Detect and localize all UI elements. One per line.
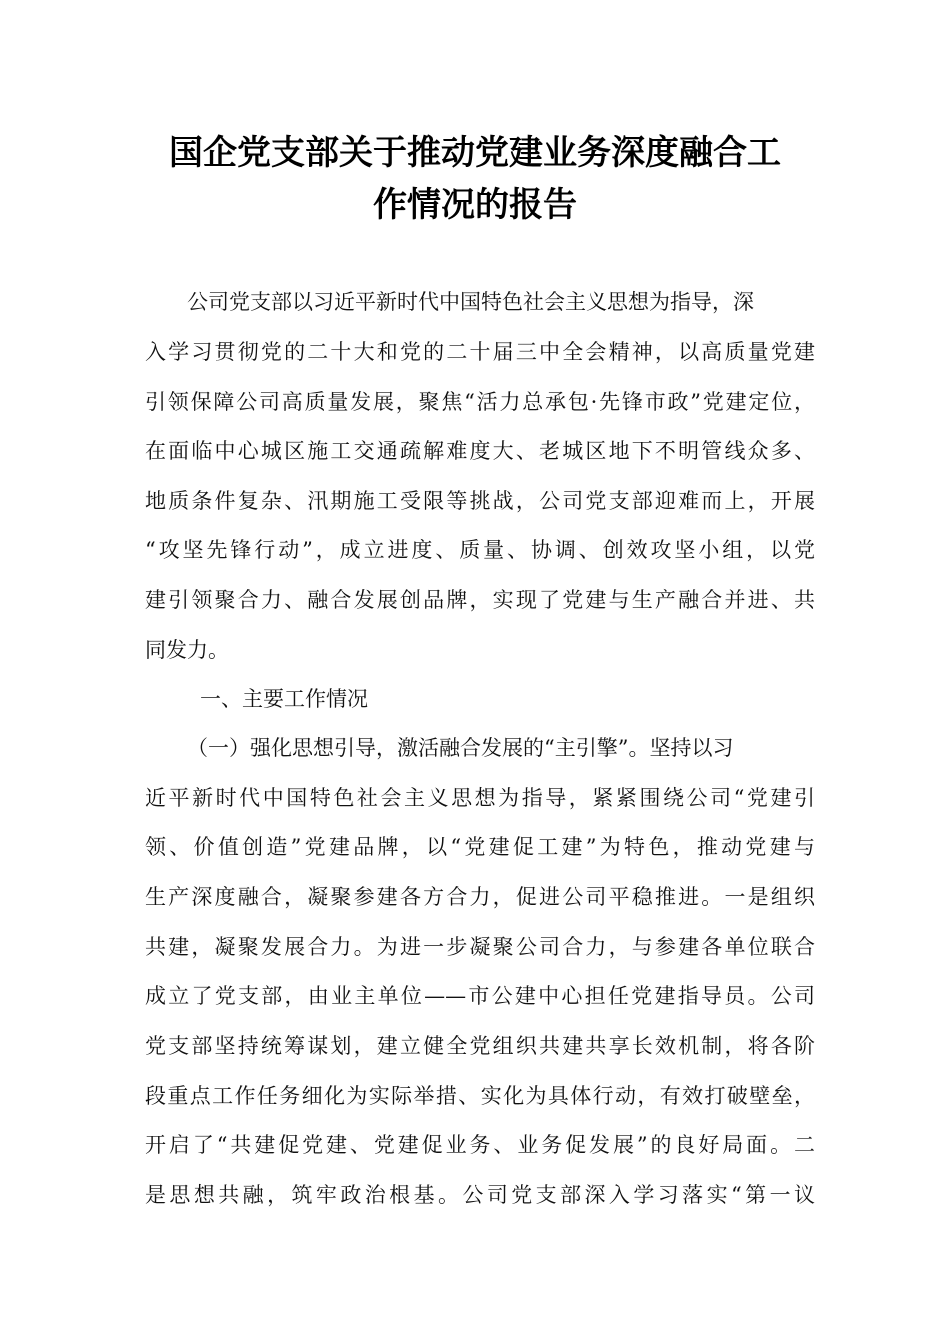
paragraph-2-line: 是思想共融，筑牢政治根基。公司党支部深入学习落实“第一议 (145, 1183, 815, 1207)
paragraph-2-line: 成立了党支部，由业主单位——市公建中心担任党建指导员。公司 (145, 984, 815, 1008)
paragraph-1-line: “攻坚先锋行动”，成立进度、质量、协调、创效攻坚小组，以党 (145, 538, 815, 562)
paragraph-2-line: 党支部坚持统筹谋划，建立健全党组织共建共享长效机制，将各阶 (145, 1034, 815, 1058)
paragraph-2-line: 开启了“共建促党建、党建促业务、业务促发展”的良好局面。二 (145, 1133, 815, 1157)
paragraph-1-line: 引领保障公司高质量发展，聚焦“活力总承包·先锋市政”党建定位， (145, 390, 815, 414)
paragraph-2-line: 生产深度融合，凝聚参建各方合力，促进公司平稳推进。一是组织 (145, 885, 815, 909)
paragraph-1-line: 在面临中心城区施工交通疏解难度大、老城区地下不明管线众多、 (145, 439, 815, 463)
paragraph-2-line: 领、价值创造”党建品牌，以“党建促工建”为特色，推动党建与 (145, 835, 815, 859)
paragraph-2-line: 共建，凝聚发展合力。为进一步凝聚公司合力，与参建各单位联合 (145, 935, 815, 959)
document-title-line-2: 作情况的报告 (373, 185, 577, 225)
section-heading: 一、主要工作情况 (200, 687, 368, 711)
paragraph-2-line: 段重点工作任务细化为实际举措、实化为具体行动，有效打破壁垒， (145, 1084, 815, 1108)
paragraph-1-line: 建引领聚合力、融合发展创品牌，实现了党建与生产融合并进、共 (145, 588, 815, 612)
paragraph-1-line: 公司党支部以习近平新时代中国特色社会主义思想为指导，深 (187, 290, 754, 314)
paragraph-1-line: 入学习贯彻党的二十大和党的二十届三中全会精神，以高质量党建 (145, 340, 815, 364)
paragraph-1-line: 同发力。 (145, 638, 229, 662)
paragraph-2-line: （一）强化思想引导，激活融合发展的“主引擎”。坚持以习 (187, 736, 734, 760)
document-title-line-1: 国企党支部关于推动党建业务深度融合工 (169, 133, 781, 173)
paragraph-2-line: 近平新时代中国特色社会主义思想为指导，紧紧围绕公司“党建引 (145, 786, 815, 810)
paragraph-1-line: 地质条件复杂、汛期施工受限等挑战，公司党支部迎难而上，开展 (145, 489, 815, 513)
